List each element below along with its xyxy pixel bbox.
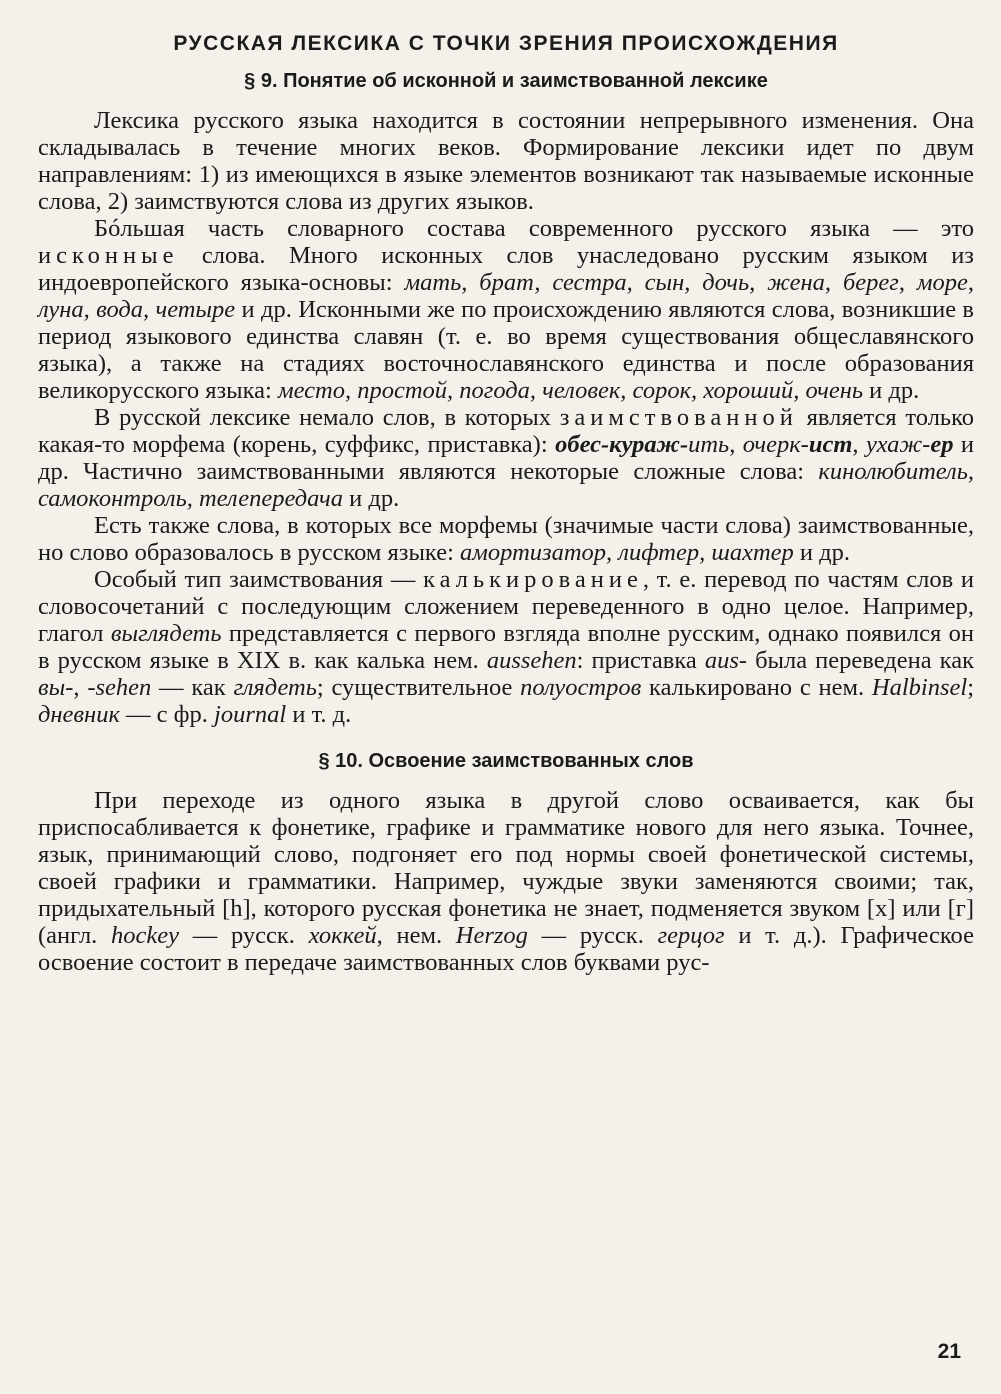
spaced-term: калькирование [423,566,643,593]
section-10-title: § 10. Освоение заимствованных слов [318,750,694,772]
book-page [38,22,974,976]
page-number: 21 [937,1340,961,1363]
example-words: кинолюбитель, самоконтроль, телепередача [38,458,974,512]
section-9-paragraph-3: В русской лексике немало слов, в которых заимствованной является только какая-то морфема (корень, суффикс, приставка): обес-кураж-ить, очерк-ист, ухаж-ер и др. Частично заимствованными являются некоторые сложные слова: кинолюбитель, самоконтроль, телепередача и др. [38,404,975,512]
example-words: место, простой, погода, человек, сорок, хороший, очень [277,377,864,404]
section-9-title: § 9. Понятие об исконной и заимствованной лексике [244,70,768,92]
section-10-paragraph-1: При переходе из одного языка в другой слово осваивается, как бы приспосабливается к фонетике, графике и грамматике нового для него языка. Точнее, язык, принимающий слово, подгоняет его под нормы своей фонетической системы, своей графики и грамматики. Например, чуждые звуки заменяются своими; так, придыхательный [h], которого русская фонетика не знает, подменяется звуком [x] или [г] (англ. hockey — русск. хоккей, нем. Herzog — русск. герцог и т. д.). Графическое освоение состоит в передаче заимствованных слов буквами рус- [38,787,974,976]
spaced-term: заимствованной [559,404,798,431]
section-9-paragraph-4: Есть также слова, в которых все морфемы (значимые части слова) заимствованные, но слово образовалось в русском языке: амортизатор, лифтер, шахтер и др. [38,512,974,566]
section-9-paragraph-2: Бóльшая часть словарного состава современного русского языка — это исконные слова. Много исконных слов унаследовано русским языком из индоевропейского языка-основы: мать, брат, сестра, сын, дочь, жена, берег, море, луна, вода, четыре и др. Исконными же по происхождению являются слова, возникшие в период языкового единства славян (т. е. во время существования общеславянского языка), а также на стадиях восточнославянского единства и после образования великорусского языка: место, простой, погода, человек, сорок, хороший, очень и др. [38,215,975,404]
section-9-paragraph-5: Особый тип заимствования — калькирование, т. е. перевод по частям слов и словосочетаний с последующим сложением переведенного в одно целое. Например, глагол выглядеть представляется с первого взгляда вполне русским, однако появился он в русском языке в XIX в. как калька нем. aussehen: приставка aus- была переведена как вы-, -sehen — как глядеть; существительное полуостров калькировано с нем. Halbinsel; дневник — с фр. journal и т. д. [38,566,975,728]
section-9-paragraph-1: Лексика русского языка находится в состоянии непрерывного изменения. Она складывалась в течение многих веков. Формирование лексики идет по двум направлениям: 1) из имеющихся в языке элементов возникают так называемые исконные слова, 2) заимствуются слова из других языков. [38,107,974,215]
example-words: мать, брат, сестра, сын, дочь, жена, берег, море, луна, вода, четыре [38,269,975,323]
example-words: амортизатор, лифтер, шахтер [460,539,794,566]
spaced-term: исконные [38,242,179,269]
chapter-title: РУССКАЯ ЛЕКСИКА С ТОЧКИ ЗРЕНИЯ ПРОИСХОЖДЕНИЯ [173,32,839,55]
